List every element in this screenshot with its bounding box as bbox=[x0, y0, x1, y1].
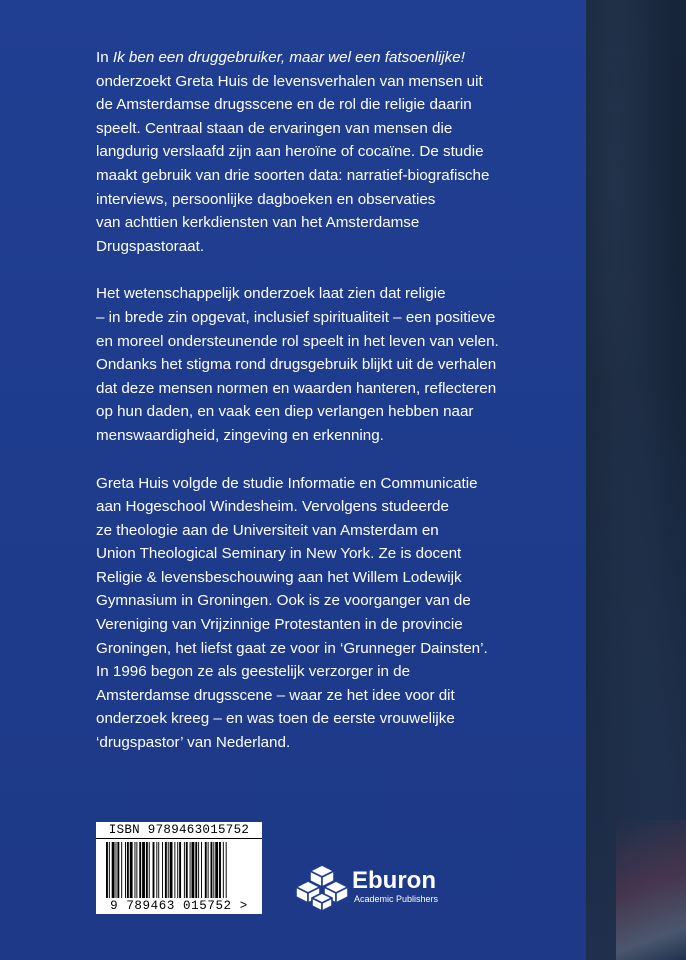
text-line: Het wetenschappelijk onderzoek laat zien dat religie bbox=[96, 285, 446, 303]
barcode-bar bbox=[198, 842, 199, 898]
text-line: de Amsterdamse drugsscene en de rol die religie daarin bbox=[96, 96, 472, 114]
text-line: Drugspastoraat. bbox=[96, 237, 205, 255]
text-line: langdurig verslaafd zijn aan heroïne of cocaïne. De studie bbox=[96, 143, 484, 161]
book-title-italic: Ik ben een druggebruiker, maar wel een fatsoenlijke! bbox=[112, 49, 465, 66]
text-line: onderzoek kreeg – en was toen de eerste vrouwelijke bbox=[96, 710, 455, 728]
barcode-bars bbox=[104, 842, 254, 898]
isbn-digits: 9 789463 015752 > bbox=[110, 899, 248, 913]
barcode-bar bbox=[168, 842, 169, 898]
text-line: Amsterdamse drugsscene – waar ze het idee voor dit bbox=[96, 686, 455, 704]
eburon-cubes-logo-icon bbox=[292, 863, 352, 913]
text-fragment: In bbox=[96, 49, 113, 66]
barcode-bar bbox=[125, 842, 126, 898]
text-line: van achttien kerkdiensten van het Amsterdamse bbox=[96, 214, 420, 232]
text-line: interviews, persoonlijke dagboeken en observaties bbox=[96, 190, 436, 208]
publisher-tagline: Academic Publishers bbox=[354, 894, 439, 904]
barcode-bar bbox=[127, 842, 129, 898]
text-line: – in brede zin opgevat, inclusief spiritualiteit – een positieve bbox=[96, 308, 496, 326]
barcode-bar bbox=[117, 842, 119, 898]
barcode-bar bbox=[158, 842, 159, 898]
text-line: Vereniging van Vrijzinnige Protestanten in de provincie bbox=[96, 616, 463, 634]
barcode-bar bbox=[211, 842, 213, 898]
text-line: Gymnasium in Groningen. Ook is ze voorganger van de bbox=[96, 592, 471, 610]
barcode-bar bbox=[192, 842, 195, 898]
paragraph-author-bio bbox=[96, 472, 566, 755]
barcode-bar bbox=[184, 842, 185, 898]
barcode-bar bbox=[109, 842, 110, 898]
barcode-bar bbox=[219, 842, 221, 898]
text-line: Religie & levensbeschouwing aan het Willem Lodewijk bbox=[96, 568, 462, 586]
publisher-name: Eburon bbox=[352, 867, 436, 894]
spine-texture bbox=[586, 0, 686, 960]
barcode-bar bbox=[146, 842, 148, 898]
text-line: en moreel ondersteunende rol speelt in het leven van velen. bbox=[96, 332, 499, 350]
barcode-bar bbox=[213, 842, 214, 898]
text-line: op hun daden, en vaak een diep verlangen hebben naar bbox=[96, 403, 474, 421]
text-line: aan Hogeschool Windesheim. Vervolgens studeerde bbox=[96, 498, 449, 516]
text-line: ‘drugspastor’ van Nederland. bbox=[96, 734, 291, 752]
text-line: maakt gebruik van drie soorten data: narratief-biografische bbox=[96, 166, 490, 184]
barcode-bar bbox=[153, 842, 155, 898]
barcode-bar bbox=[116, 842, 117, 898]
text-line: dat deze mensen normen en waarden hanteren, reflecteren bbox=[96, 379, 497, 397]
barcode-bar bbox=[177, 842, 178, 898]
text-line: menswaardigheid, zingeving en erkenning. bbox=[96, 426, 384, 444]
barcode-bar bbox=[149, 842, 150, 898]
isbn-label: ISBN 9789463015752 bbox=[96, 822, 262, 839]
isbn-barcode bbox=[96, 822, 262, 914]
barcode-bar bbox=[130, 842, 133, 898]
barcode-bar bbox=[139, 842, 141, 898]
barcode-bar bbox=[195, 842, 197, 898]
barcode-bar bbox=[121, 842, 122, 898]
barcode-bar bbox=[156, 842, 157, 898]
barcode-bar bbox=[162, 842, 163, 898]
barcode-bar bbox=[165, 842, 167, 898]
text-line: In 1996 begon ze als geestelijk verzorger in de bbox=[96, 663, 411, 681]
barcode-bar bbox=[223, 842, 224, 898]
paragraph-findings bbox=[96, 282, 566, 447]
barcode-bar bbox=[186, 842, 188, 898]
barcode-bar bbox=[201, 842, 202, 898]
text-line: speelt. Centraal staan de ervaringen van mensen die bbox=[96, 119, 453, 137]
text-line bbox=[96, 46, 566, 70]
blurb-text bbox=[96, 46, 566, 755]
barcode-bar bbox=[106, 842, 108, 898]
barcode-bar bbox=[205, 842, 207, 898]
barcode-bar bbox=[112, 842, 115, 898]
barcode-bar bbox=[142, 842, 145, 898]
barcode-bar bbox=[190, 842, 191, 898]
barcode-bar bbox=[208, 842, 209, 898]
barcode-bar bbox=[215, 842, 218, 898]
text-line: Greta Huis volgde de studie Informatie en Communicatie bbox=[96, 474, 478, 492]
text-line: Union Theological Seminary in New York. Ze is docent bbox=[96, 545, 462, 563]
barcode-bar bbox=[135, 842, 136, 898]
publisher-brand bbox=[352, 868, 438, 905]
text-line: onderzoekt Greta Huis de levensverhalen van mensen uit bbox=[96, 72, 483, 90]
barcode-bar bbox=[136, 842, 137, 898]
text-line: ze theologie aan de Universiteit van Amsterdam en bbox=[96, 521, 439, 539]
barcode-bar bbox=[170, 842, 173, 898]
barcode-bar bbox=[179, 842, 181, 898]
barcode-bar bbox=[174, 842, 175, 898]
text-line: Ondanks het stigma rond drugsgebruik blijkt uit de verhalen bbox=[96, 356, 497, 374]
barcode-bar bbox=[226, 842, 227, 898]
paragraph-intro bbox=[96, 46, 566, 258]
text-line: Groningen, het liefst gaat ze voor in ‘Grunneger Dainsten’. bbox=[96, 639, 488, 657]
